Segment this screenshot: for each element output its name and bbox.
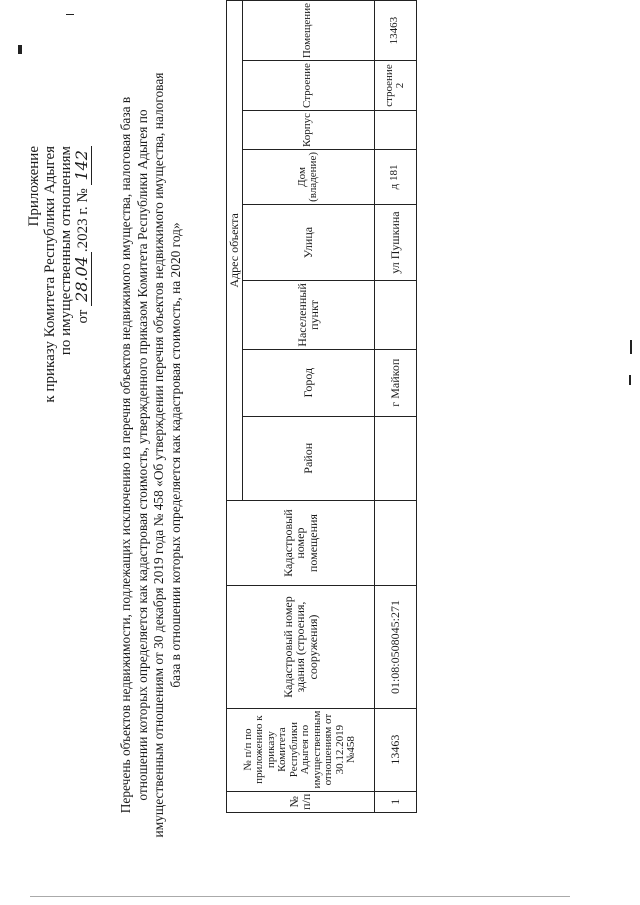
header-house: Дом (владение) [242, 150, 374, 205]
appendix-title: Приложение [26, 146, 42, 227]
appendix-order-number: 142 [72, 146, 92, 185]
cell-appendix-num: 13463 [374, 708, 416, 791]
cell-num: 1 [374, 791, 416, 812]
header-room-cadastral: Кадастровый номер помещения [227, 500, 375, 586]
appendix-date-prefix: от [75, 309, 91, 324]
header-city: Город [242, 349, 374, 416]
cell-room: 13463 [374, 1, 416, 61]
cell-street: ул Пушкина [374, 204, 416, 280]
cell-district [374, 416, 416, 500]
header-street: Улица [242, 204, 374, 280]
cell-building: строение 2 [374, 61, 416, 111]
objects-table [226, 0, 417, 813]
header-num: № п/п [227, 791, 375, 812]
header-room: Помещение [242, 1, 374, 61]
header-korpus: Корпус [242, 110, 374, 149]
header-district: Район [242, 416, 374, 500]
heading-line1: Перечень объектов недвижимости, подлежащих исключению из перечня объектов недвижимого имущества, налоговая база в [118, 96, 133, 814]
heading-line4: база в отношении которых определяется как кадастровая стоимость, на 2020 год» [167, 222, 183, 688]
appendix-line2: по имущественным отношениям [58, 146, 74, 356]
appendix-date-year: .2023 г. № [75, 188, 91, 253]
cell-korpus [374, 110, 416, 149]
appendix-date-day-month: 28.04 [72, 252, 92, 306]
appendix-block [26, 146, 91, 476]
document-heading [118, 65, 184, 845]
header-appendix-num: № п/п по приложению к приказу Комитета Республики Адыгея по имущественным отношениям от 30.12.2019 №458 [227, 708, 375, 791]
header-building: Строение [242, 61, 374, 111]
cell-room-cadastral [374, 500, 416, 586]
header-row-1 [227, 1, 243, 813]
appendix-date-line [74, 146, 91, 476]
header-settlement: Населенный пункт [242, 281, 374, 349]
heading-line2: отношении которых определяется как кадастровая стоимость, утвержденного приказом Комитета Республики Адыгея по [134, 109, 150, 801]
cell-house: д 181 [374, 150, 416, 205]
cell-settlement [374, 281, 416, 349]
cell-building-cadastral: 01:08:0508045:271 [374, 586, 416, 708]
table-row [374, 1, 416, 813]
cell-city: г Майкоп [374, 349, 416, 416]
appendix-line1: к приказу Комитета Республики Адыгея [42, 146, 58, 403]
header-address: Адрес объекта [227, 1, 243, 501]
header-building-cadastral: Кадастровый номер здания (строения, сооружения) [227, 586, 375, 708]
heading-line3: имущественным отношениям от 30 декабря 2019 года № 458 «Об утверждении перечня объектов недвижимого имущества, налоговая [151, 72, 166, 838]
